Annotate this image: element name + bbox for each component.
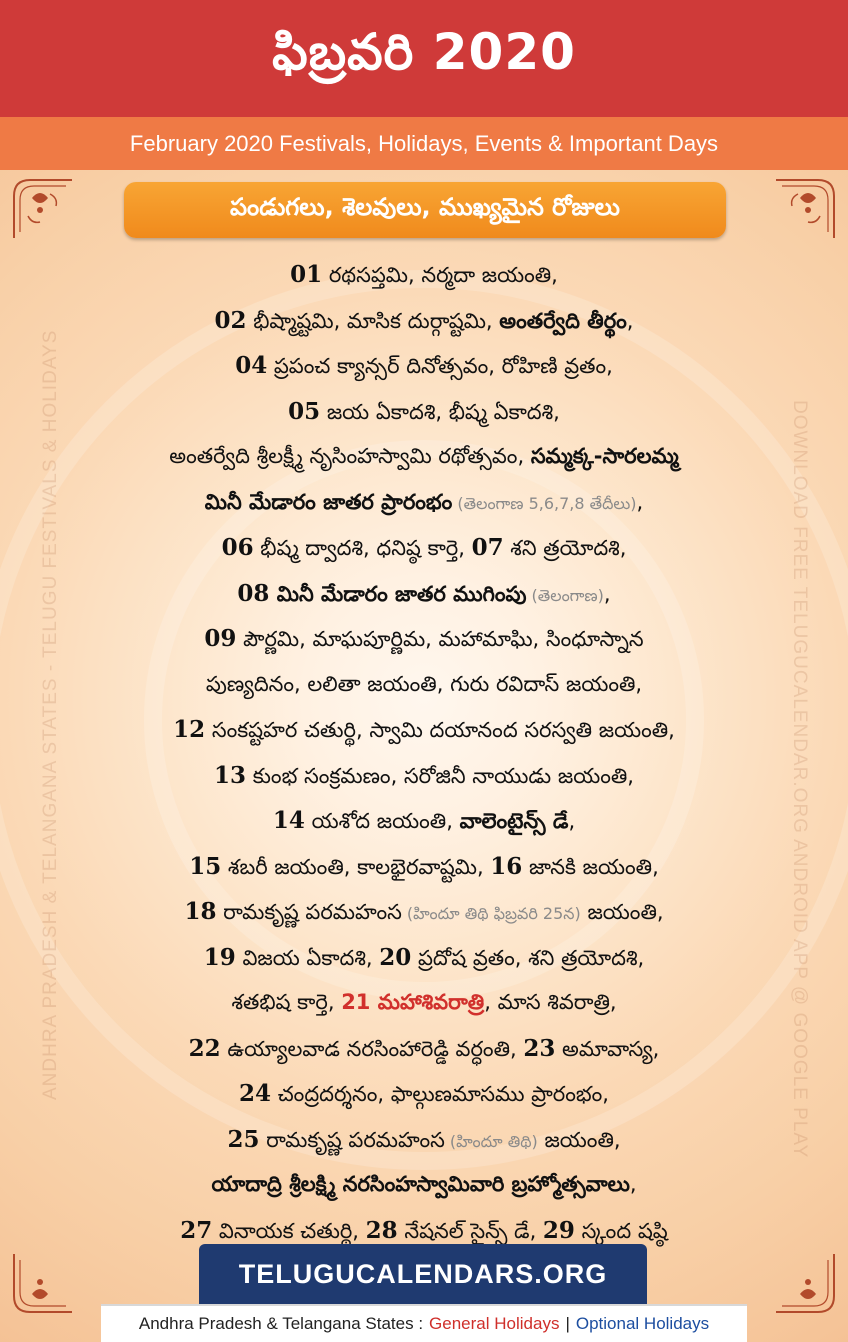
event-text: శని త్రయోదశి,	[503, 536, 627, 560]
event-text: పౌర్ణమి, మాఘపూర్ణిమ, మహామాఘి, సింధూస్నాన	[236, 627, 644, 651]
side-watermark-left: ANDHRA PRADESH & TELANGANA STATES - TELUGU FESTIVALS & HOLIDAYS	[40, 329, 61, 1100]
event-line	[90, 343, 758, 389]
page-subtitle: February 2020 Festivals, Holidays, Events & Important Days	[129, 130, 719, 156]
event-line	[90, 298, 758, 344]
date-number: 29	[542, 1216, 575, 1244]
section-label: పండుగలు, శెలవులు, ముఖ్యమైన రోజులు	[229, 193, 620, 221]
event-text: చంద్రదర్శనం, ఫాల్గుణమాసము ప్రారంభం,	[271, 1082, 609, 1106]
date-number: 12	[173, 716, 206, 743]
event-line	[90, 1026, 758, 1072]
event-text-bold: సమ్మక్క-సారలమ్మ	[530, 444, 679, 468]
date-number: 02	[214, 306, 247, 334]
date-number: 25	[227, 1125, 260, 1153]
event-line	[90, 252, 758, 298]
event-text: కుంభ సంక్రమణం, సరోజినీ నాయుడు జయంతి,	[246, 763, 634, 788]
event-text: రథసప్తమి, నర్మదా జయంతి,	[322, 263, 558, 287]
events-list	[90, 252, 758, 1253]
event-text: ,	[629, 1172, 637, 1196]
footer-separator: |	[565, 1314, 570, 1333]
event-line	[90, 707, 758, 753]
date-number: 01	[290, 261, 323, 288]
event-text: , మాస శివరాత్రి,	[484, 990, 617, 1014]
date-number: 16	[490, 852, 523, 880]
date-number: 08	[237, 579, 270, 607]
event-note: (హిందూ తిథి ఫిబ్రవరి 25న)	[401, 904, 581, 923]
date-number: 28	[365, 1216, 398, 1244]
event-line	[90, 935, 758, 981]
event-line	[90, 844, 758, 890]
site-name[interactable]: TELUGUCALENDARS.ORG	[238, 1258, 608, 1289]
event-text: పుణ్యదినం, లలితా జయంతి, గురు రవిదాస్ జయంతి,	[205, 671, 643, 696]
page-header	[0, 0, 848, 117]
event-text-bold: మినీ మేడారం జాతర ప్రారంభం	[204, 489, 453, 514]
date-number: 13	[214, 761, 247, 789]
side-watermark-right: DOWNLOAD FREE TELUGUCALENDAR.ORG ANDROID APP @ GOOGLE PLAY	[789, 400, 810, 1159]
event-text: జయంతి,	[537, 1127, 621, 1152]
page-subheader	[0, 117, 848, 170]
event-text-bold: యాదాద్రి శ్రీలక్ష్మి నరసింహస్వామివారి బ్రహ్మోత్సవాలు	[211, 1172, 630, 1196]
date-number: 24	[239, 1080, 272, 1107]
event-text-highlight: 21 మహాశివరాత్రి	[341, 990, 485, 1014]
event-line	[90, 798, 758, 844]
event-text: ప్రపంచ క్యాన్సర్ దినోత్సవం, రోహిణి వ్రతం,	[267, 354, 613, 378]
event-text: అంతర్వేది శ్రీలక్ష్మీ నృసింహస్వామి రథోత్సవం,	[169, 444, 531, 468]
footer-links-bar	[101, 1304, 747, 1342]
event-text: శతభిష కార్తె,	[231, 990, 342, 1014]
event-text: ,	[636, 489, 644, 514]
date-number: 18	[184, 898, 217, 925]
date-number: 23	[523, 1034, 556, 1062]
event-note: (హిందూ తిథి)	[444, 1131, 538, 1151]
event-line	[90, 525, 758, 571]
event-line	[90, 1162, 758, 1208]
corner-ornament-icon	[772, 1250, 838, 1316]
event-text-bold: అంతర్వేది తీర్థం	[499, 308, 627, 333]
event-line	[90, 389, 758, 435]
event-text: రామకృష్ణ పరమహంస	[216, 900, 402, 924]
event-note: (తెలంగాణ 5,6,7,8 తేదీలు)	[452, 493, 637, 513]
event-line	[90, 889, 758, 935]
event-text: ప్రదోష వ్రతం, శని త్రయోదశి,	[411, 945, 645, 970]
date-number: 14	[272, 807, 305, 834]
event-text: భీష్మాష్టమి, మాసిక దుర్గాష్టమి,	[246, 308, 500, 333]
event-line	[90, 1071, 758, 1117]
footer-states-label: Andhra Pradesh & Telangana States :	[138, 1314, 424, 1333]
event-text: వినాయక చతుర్థి,	[212, 1218, 366, 1243]
event-text: నేషనల్ సైన్స్ డే,	[397, 1218, 543, 1243]
optional-holidays-link[interactable]: Optional Holidays	[575, 1314, 710, 1333]
event-line	[90, 980, 758, 1026]
event-text: జయ ఏకాదశి, భీష్మ ఏకాదశి,	[320, 399, 560, 424]
date-number: 04	[235, 352, 268, 379]
event-text: జానకి జయంతి,	[522, 854, 659, 879]
event-text: యశోద జయంతి,	[304, 809, 460, 833]
date-number: 27	[180, 1216, 213, 1244]
date-number: 06	[221, 534, 254, 561]
event-text: జయంతి,	[580, 900, 664, 924]
event-line	[90, 1117, 758, 1163]
event-text: ,	[603, 581, 611, 606]
event-text: ,	[568, 809, 576, 833]
event-text: భీష్మ ద్వాదశి, ధనిష్ఠ కార్తె,	[253, 536, 472, 560]
date-number: 20	[379, 943, 412, 971]
event-note: (తెలంగాణ)	[526, 585, 604, 605]
event-line	[90, 616, 758, 662]
corner-ornament-icon	[10, 1250, 76, 1316]
event-text: రామకృష్ణ పరమహంస	[259, 1127, 445, 1152]
event-text-bold: మినీ మేడారం జాతర ముగింపు	[269, 581, 527, 606]
event-text: స్కంద షష్ఠి	[574, 1218, 668, 1243]
event-text: సంకష్టహర చతుర్థి, స్వామి దయానంద సరస్వతి జయంతి,	[205, 718, 675, 742]
date-number: 22	[188, 1034, 221, 1062]
date-number: 15	[189, 852, 222, 880]
event-text: ,	[626, 308, 634, 333]
event-line	[90, 753, 758, 799]
page-title: ఫిబ్రవరి 2020	[272, 23, 576, 81]
event-text: విజయ ఏకాదశి,	[235, 945, 380, 970]
event-line	[90, 571, 758, 617]
corner-ornament-icon	[772, 176, 838, 242]
section-label-banner	[124, 182, 726, 238]
event-line	[90, 480, 758, 526]
site-banner[interactable]	[199, 1244, 647, 1304]
event-line	[90, 434, 758, 480]
date-number: 07	[471, 534, 504, 561]
event-text: ఉయ్యాలవాడ నరసింహారెడ్డి వర్ధంతి,	[220, 1036, 524, 1061]
event-text: శబరీ జయంతి, కాలభైరవాష్టమి,	[221, 854, 491, 879]
general-holidays-link[interactable]: General Holidays	[429, 1314, 560, 1333]
corner-ornament-icon	[10, 176, 76, 242]
event-line	[90, 662, 758, 708]
event-text: అమావాస్య,	[555, 1036, 660, 1061]
date-number: 19	[203, 943, 236, 971]
event-text-bold: వాలెంటైన్స్ డే	[459, 809, 569, 833]
date-number: 09	[204, 625, 237, 652]
date-number: 05	[288, 397, 321, 425]
